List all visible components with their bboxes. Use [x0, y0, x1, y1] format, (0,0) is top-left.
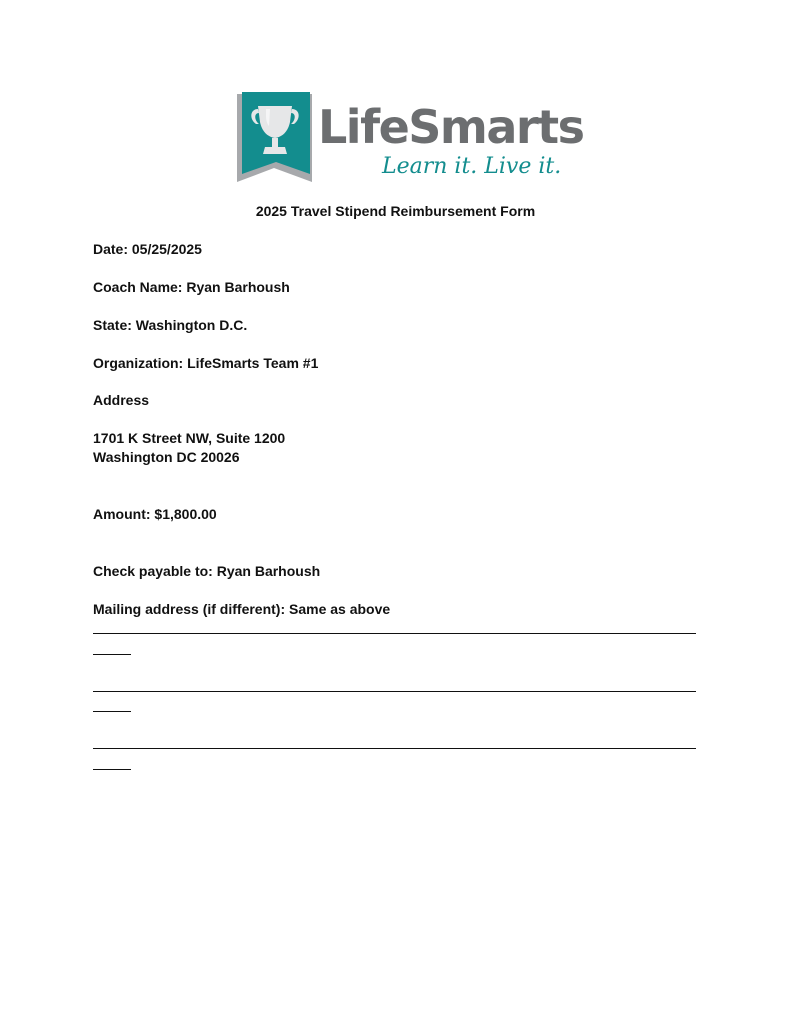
form-title: 2025 Travel Stipend Reimbursement Form — [255, 203, 536, 219]
address-line-1: 1701 K Street NW, Suite 1200 — [93, 430, 286, 446]
address-line-2: Washington DC 20026 — [93, 449, 240, 465]
blank-line — [93, 654, 131, 655]
blank-line — [93, 769, 131, 770]
amount-field: Amount: $1,800.00 — [93, 506, 217, 522]
blank-line — [93, 691, 696, 692]
logo-wordmark: LifeSmarts — [318, 100, 584, 154]
blank-line — [93, 711, 131, 712]
organization-field: Organization: LifeSmarts Team #1 — [93, 355, 319, 371]
address-label: Address — [93, 392, 150, 408]
coach-name-field: Coach Name: Ryan Barhoush — [93, 279, 290, 295]
mailing-address-field: Mailing address (if different): Same as above — [93, 601, 391, 617]
check-payable-field: Check payable to: Ryan Barhoush — [93, 563, 321, 579]
trophy-banner-icon — [236, 92, 314, 184]
blank-line — [93, 633, 696, 634]
logo-tagline: Learn it. Live it. — [382, 154, 562, 179]
blank-line — [93, 748, 696, 749]
date-field: Date: 05/25/2025 — [93, 241, 202, 257]
state-field: State: Washington D.C. — [93, 317, 248, 333]
lifesmarts-logo — [236, 92, 584, 187]
